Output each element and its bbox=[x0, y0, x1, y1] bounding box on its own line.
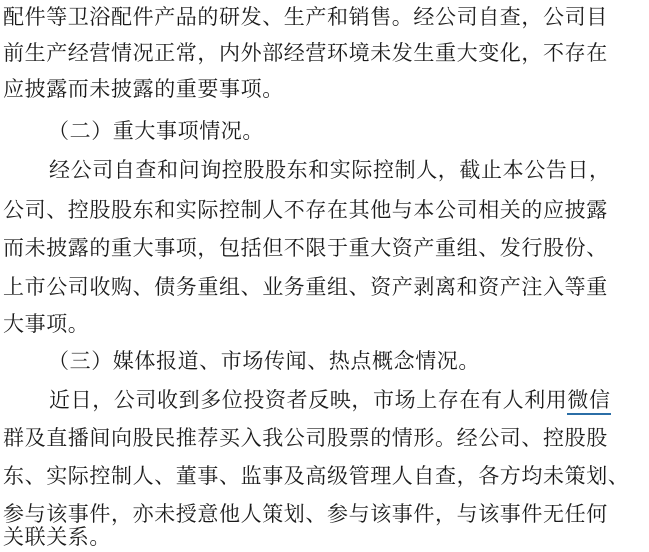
underlined-keyword: 微信 bbox=[567, 388, 610, 415]
text-line: 群及直播间向股民推荐买入我公司股票的情形。经公司、控股股 bbox=[3, 426, 608, 450]
text-line: 公司、控股股东和实际控制人不存在其他与本公司相关的应披露 bbox=[3, 198, 608, 222]
text-line: 关联关系。 bbox=[3, 525, 111, 549]
text-line bbox=[49, 382, 649, 418]
text-line: 参与该事件，亦未授意他人策划、参与该事件，与该事件无任何 bbox=[3, 502, 608, 526]
text-line: 大事项。 bbox=[3, 312, 90, 336]
text-line: 前生产经营情况正常，内外部经营环境未发生重大变化，不存在 bbox=[3, 41, 608, 65]
text-line: 应披露而未披露的重要事项。 bbox=[3, 77, 284, 101]
text-line: 东、实际控制人、董事、监事及高级管理人自查，各方均未策划、 bbox=[3, 464, 630, 488]
text-line: 经公司自查和问询控股股东和实际控制人，截止本公告日， bbox=[49, 158, 611, 182]
section-heading: （二）重大事项情况。 bbox=[48, 119, 264, 143]
text-line: 上市公司收购、债务重组、业务重组、资产剥离和资产注入等重 bbox=[3, 275, 608, 299]
section-heading: （三）媒体报道、市场传闻、热点概念情况。 bbox=[48, 349, 480, 373]
text-segment: 近日，公司收到多位投资者反映，市场上存在有人利用 bbox=[49, 388, 568, 412]
text-line: 配件等卫浴配件产品的研发、生产和销售。经公司自查，公司目 bbox=[3, 5, 608, 29]
text-line: 而未披露的重大事项，包括但不限于重大资产重组、发行股份、 bbox=[3, 236, 608, 260]
